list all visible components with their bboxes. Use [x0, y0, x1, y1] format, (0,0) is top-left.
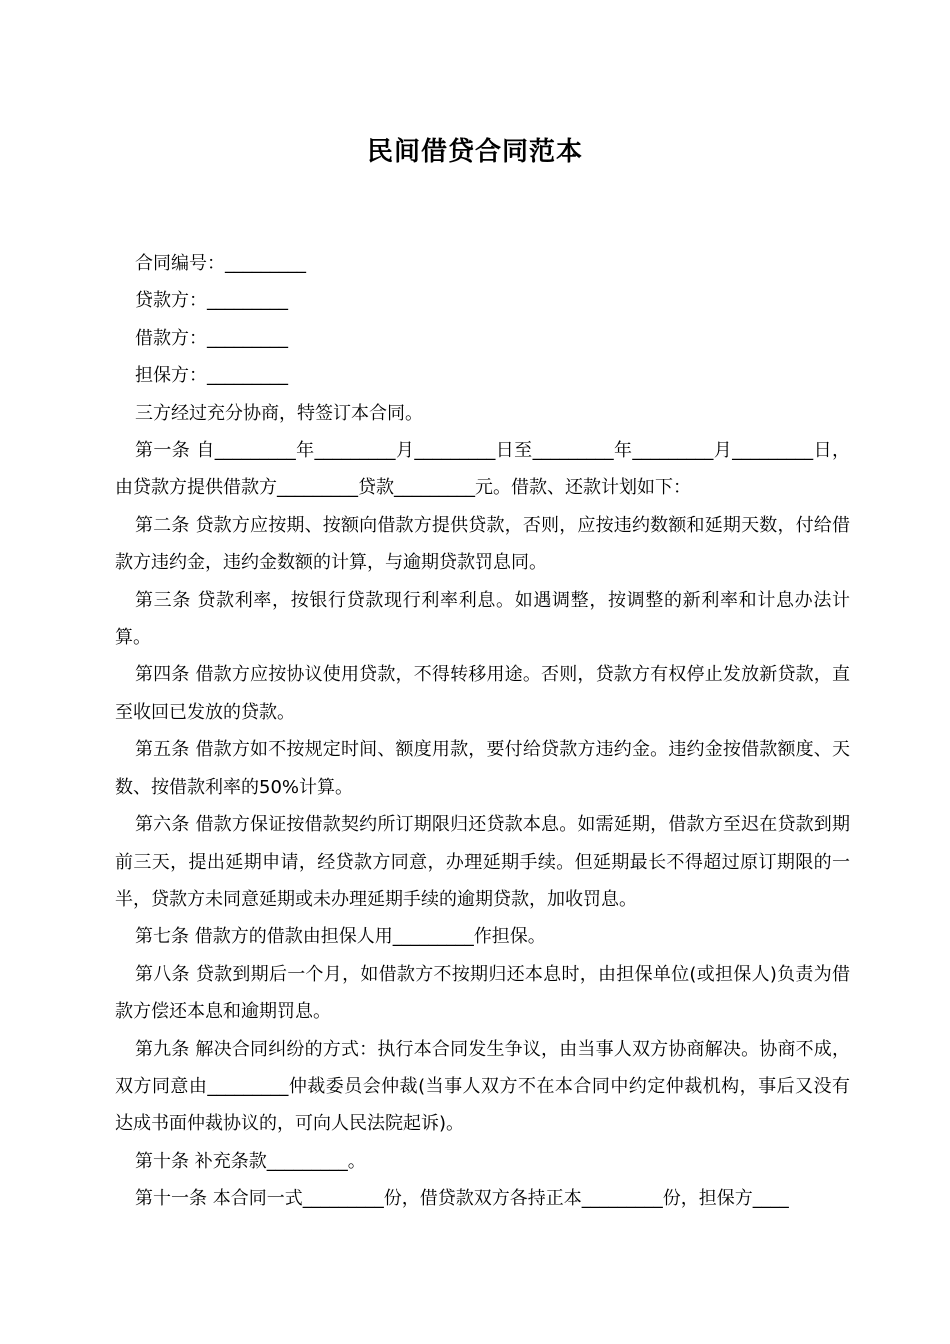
field-lender: 贷款方：_________ — [135, 290, 288, 312]
article-2: 第二条 贷款方应按期、按额向借款方提供贷款，否则，应按违约数额和延期天数，付给借款方违约金，违约金数额的计算，与逾期贷款罚息同。 — [115, 514, 850, 574]
article-6: 第六条 借款方保证按借款契约所订期限归还贷款本息。如需延期，借款方至迟在贷款到期前三天，提出延期申请，经贷款方同意，办理延期手续。但延期最长不得超过原订期限的一半，贷款方未同意延期或未办理延期手续的逾期贷款，加收罚息。 — [115, 814, 850, 910]
intro-paragraph: 三方经过充分协商，特签订本合同。 — [135, 402, 423, 424]
field-borrower: 借款方：_________ — [135, 327, 288, 349]
field-guarantor: 担保方：_________ — [135, 365, 288, 387]
article-8: 第八条 贷款到期后一个月，如借款方不按期归还本息时，由担保单位(或担保人)负责为借款方偿还本息和逾期罚息。 — [115, 963, 850, 1023]
article-5: 第五条 借款方如不按规定时间、额度用款，要付给贷款方违约金。违约金按借款额度、天数、按借款利率的50%计算。 — [115, 739, 850, 798]
document-body — [115, 245, 850, 1218]
article-1: 第一条 自_________年_________月_________日至_________年_________月_________日，由贷款方提供借款方_________贷款_________元。借款、还款计划如下： — [115, 440, 850, 499]
document-title: 民间借贷合同范本 — [366, 137, 583, 167]
article-9: 第九条 解决合同纠纷的方式：执行本合同发生争议，由当事人双方协商解决。协商不成，双方同意由_________仲裁委员会仲裁(当事人双方不在本合同中约定仲裁机构，事后又没有达成书面仲裁协议的，可向人民法院起诉)。 — [115, 1038, 850, 1135]
article-10: 第十条 补充条款_________。 — [135, 1150, 366, 1172]
article-3: 第三条 贷款利率，按银行贷款现行利率利息。如遇调整，按调整的新利率和计息办法计算。 — [115, 589, 850, 649]
field-contract-number: 合同编号：_________ — [135, 253, 306, 274]
article-4: 第四条 借款方应按协议使用贷款，不得转移用途。否则，贷款方有权停止发放新贷款，直至收回已发放的贷款。 — [115, 664, 850, 723]
article-11: 第十一条 本合同一式_________份，借贷款双方各持正本_________份，担保方____ — [135, 1188, 789, 1210]
article-7: 第七条 借款方的借款由担保人用_________作担保。 — [135, 926, 546, 948]
